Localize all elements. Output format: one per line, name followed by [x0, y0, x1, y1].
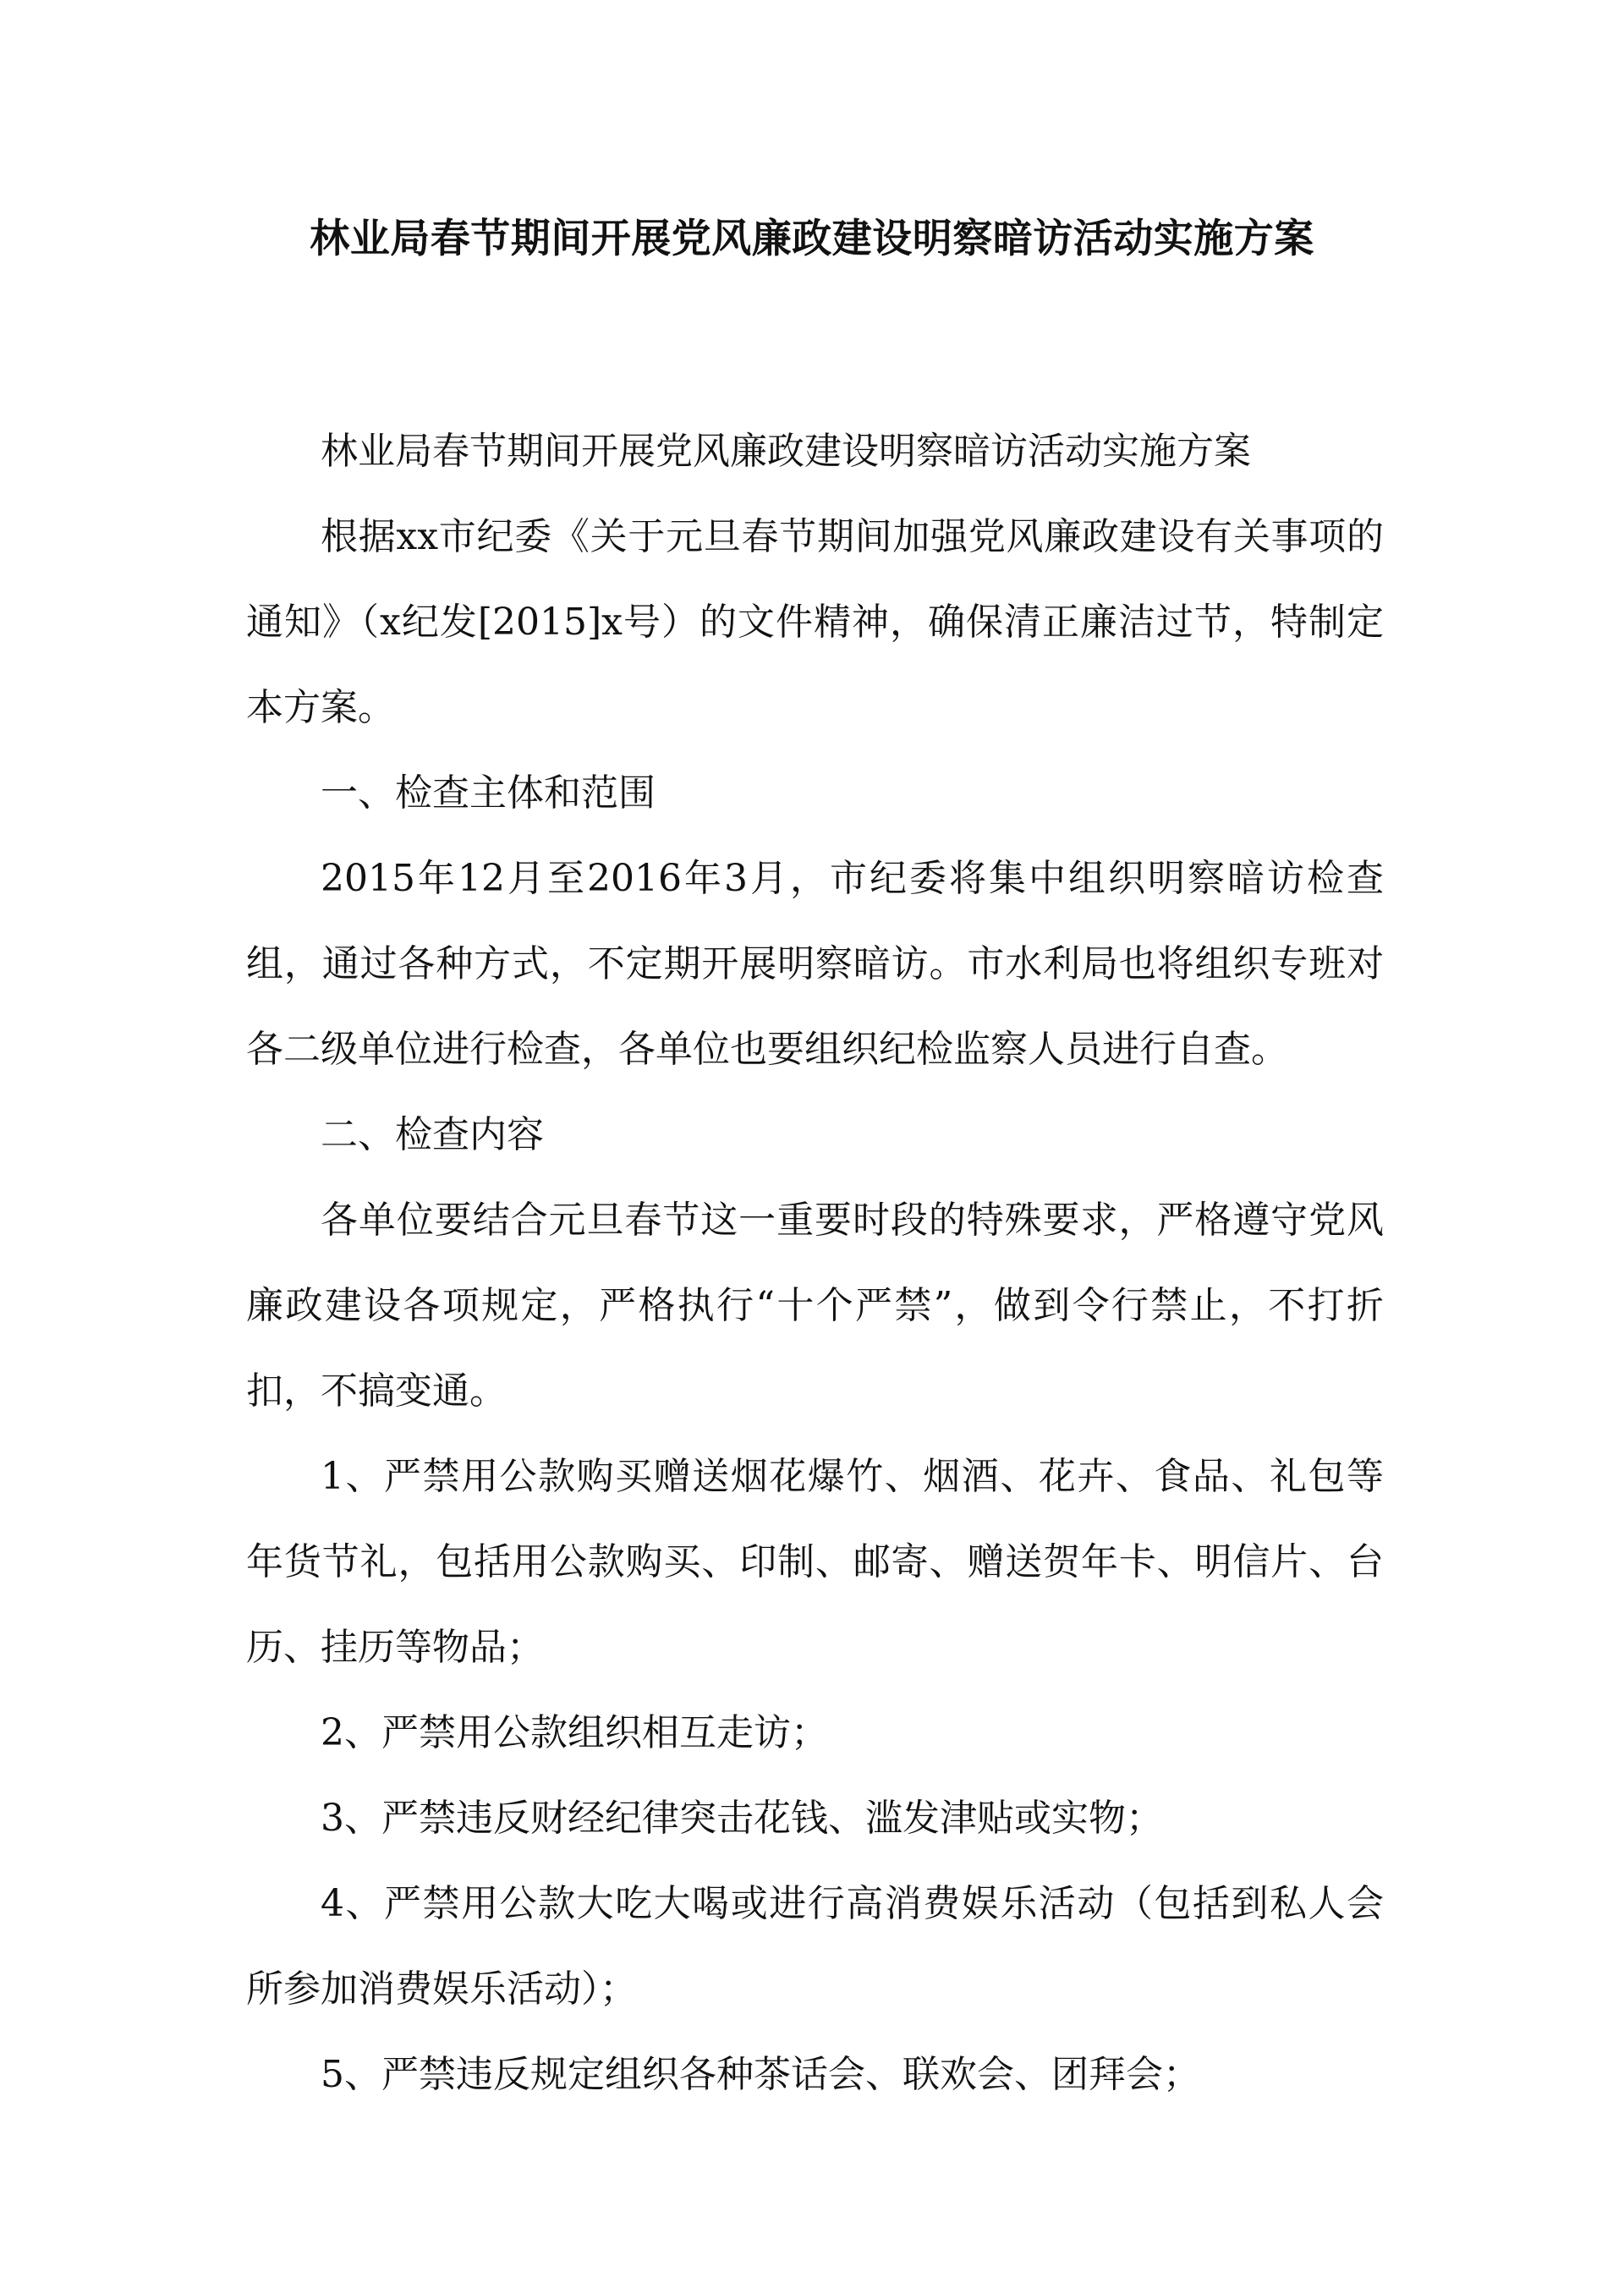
- list-item-1: 1、严禁用公款购买赠送烟花爆竹、烟酒、花卉、食品、礼包等年货节礼，包括用公款购买、印制、邮寄、赠送贺年卡、明信片、台历、挂历等物品；: [246, 1455, 1384, 1669]
- paragraph-intro: 根据xx市纪委《关于元旦春节期间加强党风廉政建设有关事项的通知》（x纪发[2015]x号）的文件精神，确保清正廉洁过节，特制定本方案。: [246, 515, 1384, 729]
- section-heading-content: 二、检查内容: [321, 1113, 544, 1156]
- paragraph-subtitle: 林业局春节期间开展党风廉政建设明察暗访活动实施方案: [321, 430, 1251, 473]
- list-item-2: 2、严禁用公款组织相互走访；: [321, 1711, 828, 1754]
- list-item-5: 5、严禁违反规定组织各种茶话会、联欢会、团拜会；: [321, 2053, 1200, 2096]
- paragraph-scope: 2015年12月至2016年3月，市纪委将集中组织明察暗访检查组，通过各种方式，不定期开展明察暗访。市水利局也将组织专班对各二级单位进行检查，各单位也要组织纪检监察人员进行自查。: [246, 857, 1384, 1071]
- list-item-3: 3、严禁违反财经纪律突击花钱、滥发津贴或实物；: [321, 1797, 1163, 1840]
- paragraph-content: 各单位要结合元旦春节这一重要时段的特殊要求，严格遵守党风廉政建设各项规定，严格执行“十个严禁”，做到令行禁止，不打折扣，不搞变通。: [246, 1199, 1384, 1413]
- document-title: 林业局春节期间开展党风廉政建设明察暗访活动实施方案: [310, 216, 1314, 262]
- section-heading-scope: 一、检查主体和范围: [321, 771, 656, 815]
- document-body: [246, 409, 1384, 2117]
- list-item-4: 4、严禁用公款大吃大喝或进行高消费娱乐活动（包括到私人会所参加消费娱乐活动）；: [246, 1882, 1384, 2011]
